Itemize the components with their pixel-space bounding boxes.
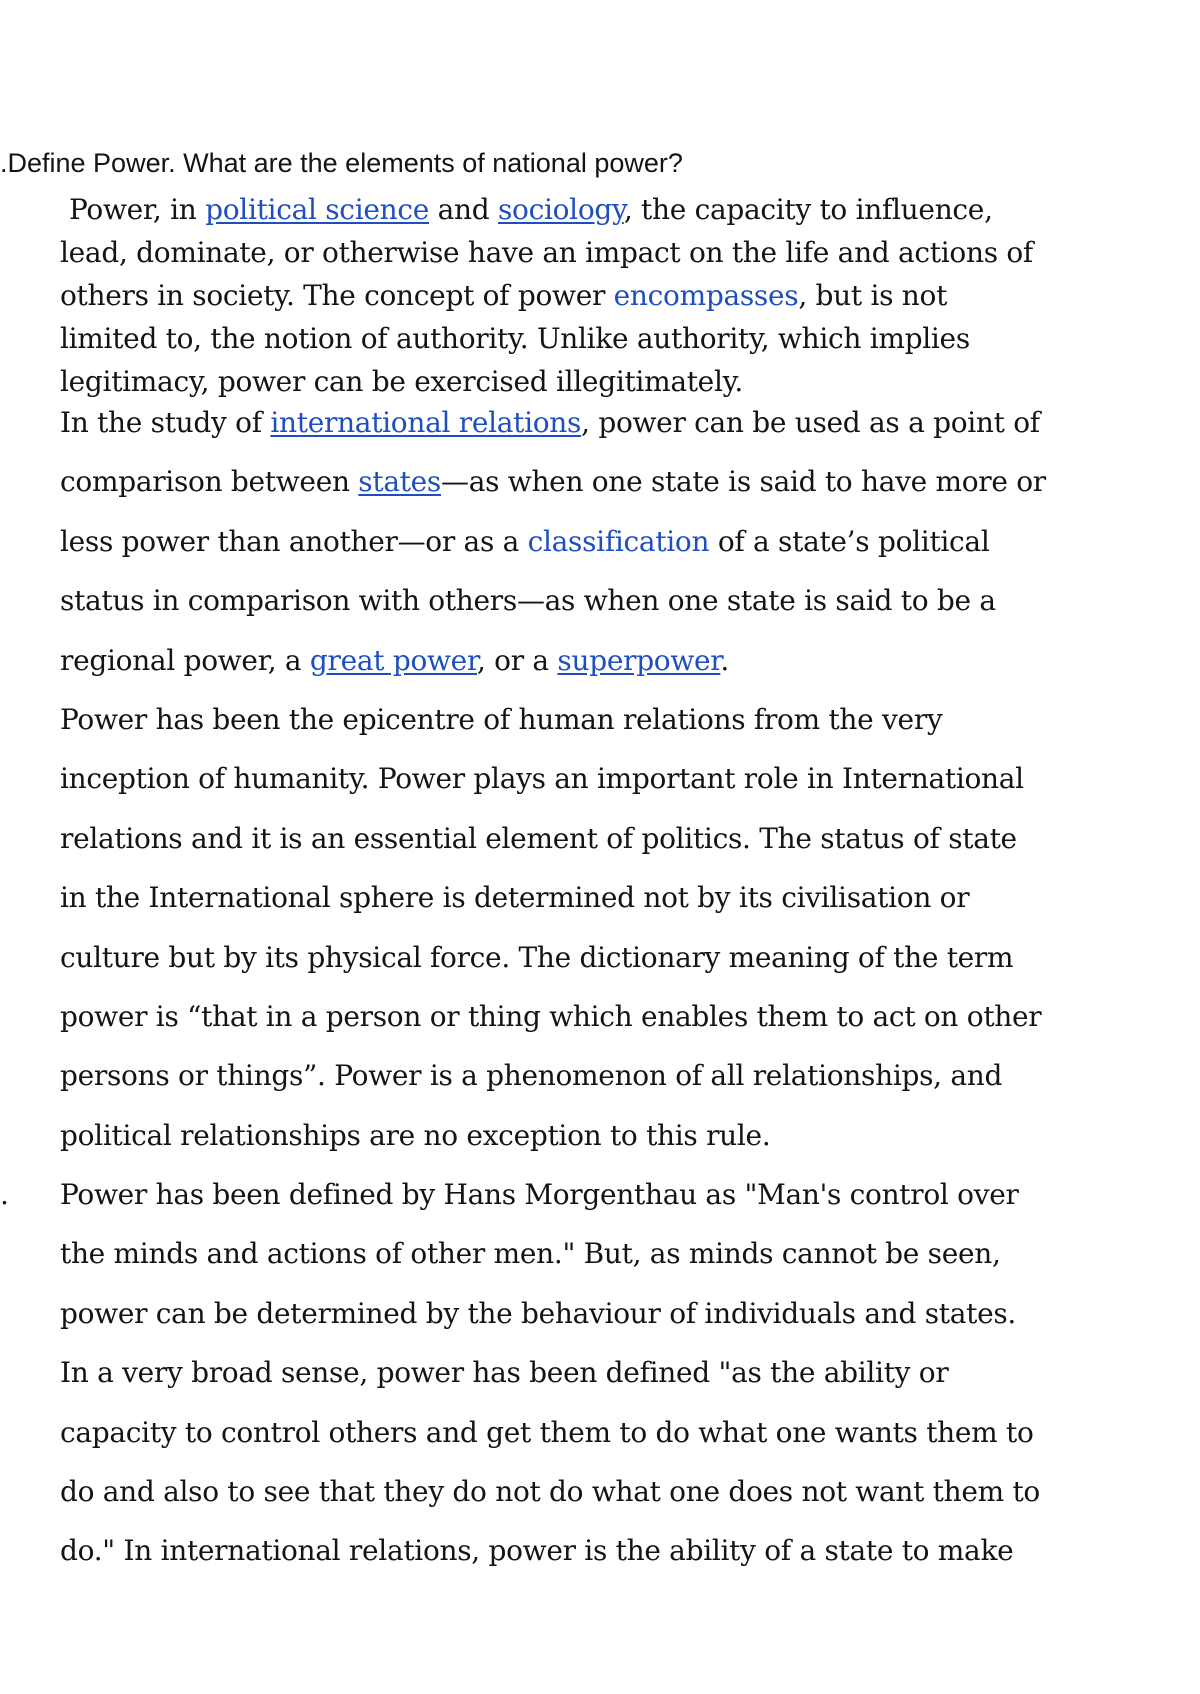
text-line: do and also to see that they do not do what one does not want them to (60, 1475, 1040, 1509)
text-line: Power has been the epicentre of human relations from the very (60, 703, 943, 736)
text-line: legitimacy, power can be exercised illegitimately. (60, 365, 744, 398)
text-line: others in society. The concept of power encompasses, but is not (60, 279, 948, 312)
text-line: less power than another—or as a classification of a state’s political (60, 524, 990, 558)
text-line: comparison between states—as when one state is said to have more or (60, 465, 1046, 499)
paragraph-power-definition (60, 188, 1080, 403)
text-line: status in comparison with others—as when one state is said to be a (60, 584, 996, 618)
text-line: Power, in political science and sociology, the capacity to influence, (69, 193, 993, 226)
list-bullet: . (0, 1178, 9, 1211)
text-line: political relationships are no exception to this rule. (60, 1118, 771, 1152)
text-line: In the study of international relations, power can be used as a point of (60, 406, 1040, 439)
link-great-power[interactable]: great power (309, 643, 477, 677)
question-heading: .Define Power. What are the elements of national power? (0, 148, 683, 178)
text-line: capacity to control others and get them to do what one wants them to (60, 1415, 1034, 1449)
text-line: do." In international relations, power is the ability of a state to make (60, 1534, 1014, 1568)
text-line: persons or things”. Power is a phenomenon of all relationships, and (60, 1059, 1003, 1093)
paragraph-power-epicentre (60, 690, 1080, 1165)
text-line: power is “that in a person or thing which enables them to act on other (60, 1000, 1042, 1034)
text-line: regional power, a great power, or a superpower. (60, 643, 729, 677)
text-line: the minds and actions of other men." But, as minds cannot be seen, (60, 1237, 1001, 1271)
link-superpower[interactable]: superpower (557, 643, 721, 677)
text-line: relations and it is an essential element of politics. The status of state (60, 821, 1017, 855)
text-line: In a very broad sense, power has been defined "as the ability or (60, 1356, 949, 1390)
text-line: in the International sphere is determined not by its civilisation or (60, 881, 970, 915)
highlighted-term-encompasses: encompasses (613, 279, 799, 312)
highlighted-term-classification: classification (527, 524, 710, 558)
link-sociology[interactable]: sociology (497, 193, 624, 226)
text-line: power can be determined by the behaviour of individuals and states. (60, 1296, 1017, 1330)
text-line: culture but by its physical force. The dictionary meaning of the term (60, 940, 1014, 974)
text-line: inception of humanity. Power plays an important role in International (60, 762, 1024, 796)
paragraph-morgenthau-definition (60, 1165, 1080, 1581)
text-line: Power has been defined by Hans Morgenthau as "Man's control over (60, 1178, 1019, 1211)
text-line: lead, dominate, or otherwise have an impact on the life and actions of (60, 236, 1033, 269)
link-states[interactable]: states (358, 465, 442, 499)
link-international-relations[interactable]: international relations (270, 406, 582, 439)
link-political-science[interactable]: political science (205, 193, 429, 226)
text-line: limited to, the notion of authority. Unlike authority, which implies (60, 322, 970, 355)
paragraph-international-relations (60, 393, 1080, 690)
